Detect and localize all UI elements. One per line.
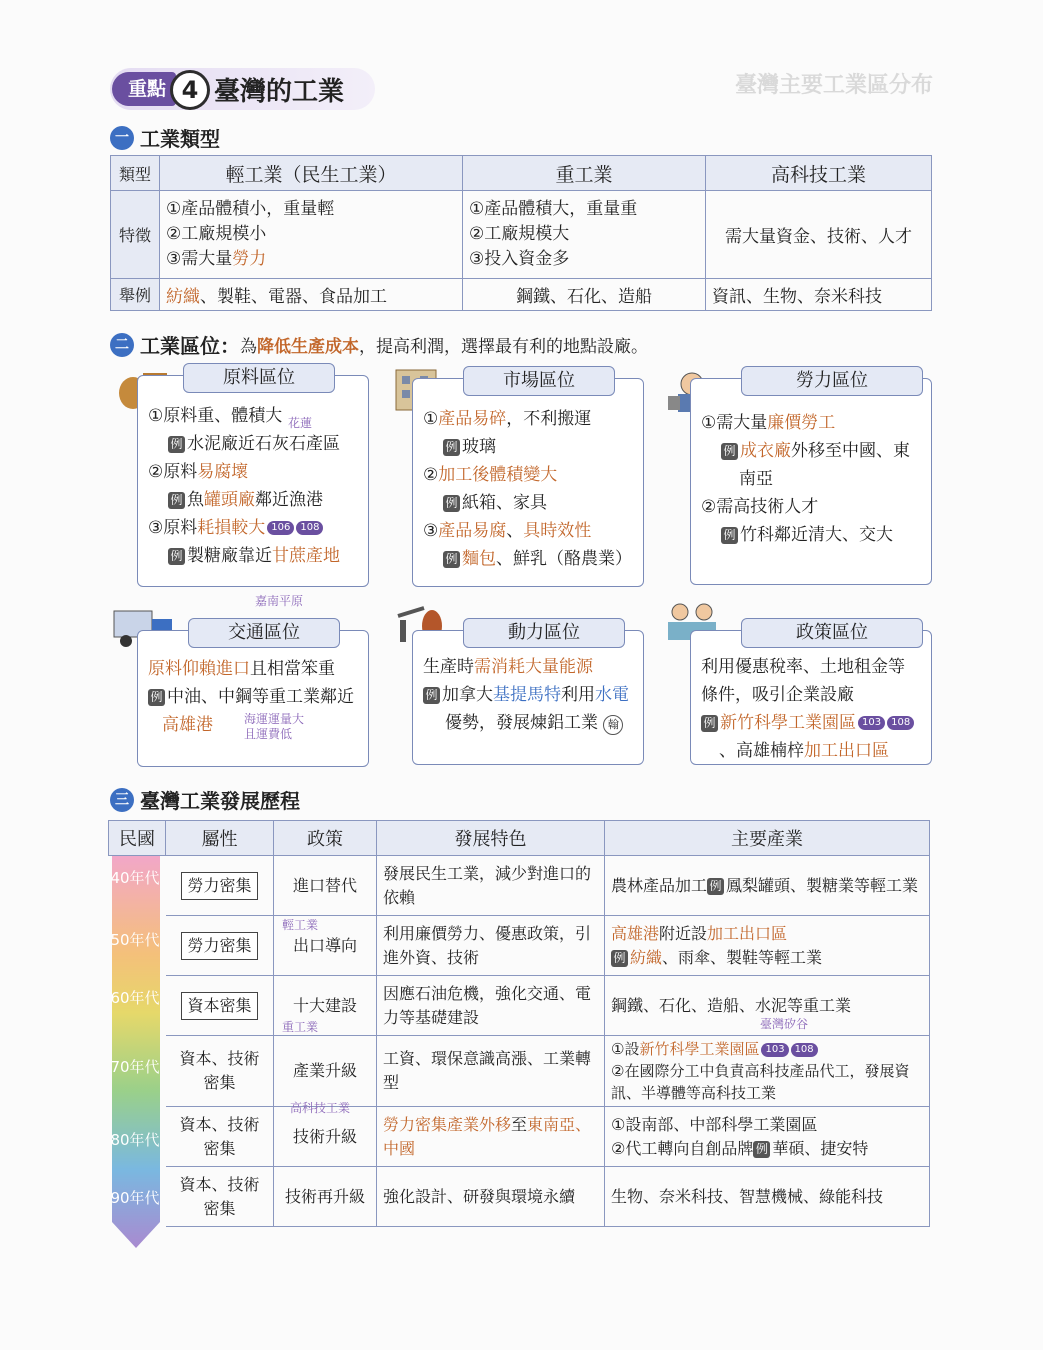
row-examples-label: 舉例: [111, 279, 160, 311]
col-feature: 發展特色: [377, 821, 605, 856]
heavy-features: [463, 191, 706, 279]
light-examples: 紡織、製鞋、電器、食品加工: [160, 279, 463, 311]
col-heavy: 重工業: [463, 156, 706, 191]
ghost-heading: 臺灣主要工業區分布: [734, 73, 933, 98]
labor-highlight: 勞力: [232, 249, 267, 269]
section-1-title: 工業類型: [140, 127, 220, 151]
section-1-number: 一: [110, 126, 134, 150]
row-70s: 資本、技術密集 產業升級 工資、環保意識高漲、工業轉型 ①設新竹科學工業園區 103 108 ②在國際分工中負責高科技產品代工，發展資訊、半導體等高科技工業: [109, 1036, 930, 1107]
col-light: 輕工業（民生工業）: [160, 156, 463, 191]
col-attr: 屬性: [166, 821, 274, 856]
transport-body: 原料仰賴進口且相當笨重 例 中油、中鋼等重工業鄰近 高雄港: [148, 659, 354, 735]
row-50s: 勞力密集 出口導向 利用廉價勞力、優惠政策，引進外資、技術 高雄港附近設加工出口區 例 紡織、雨傘、製鞋等輕工業: [109, 916, 930, 976]
section-3-heading: [110, 785, 300, 814]
row-80s: 資本、技術密集 技術升級 勞力密集產業外移至東南亞、中國 ①設南部、中部科學工業園區 ②代工轉向自創品牌 例 華碩、捷安特: [109, 1107, 930, 1167]
raw-material-box: [137, 367, 369, 587]
tech-features: 需大量資金、技術、人才: [706, 191, 932, 279]
col-industry: 主要產業: [605, 821, 930, 856]
market-title: 市場區位: [463, 366, 615, 396]
era-40s: 40年代: [110, 869, 160, 887]
col-tech: 高科技工業: [706, 156, 932, 191]
policy-title: 政策區位: [741, 618, 923, 648]
era-50s: 50年代: [110, 931, 160, 949]
example-icon: 例: [168, 436, 185, 453]
title-tag: 重點: [112, 72, 176, 106]
era-60s: 60年代: [110, 989, 160, 1007]
section-3-title: 臺灣工業發展歷程: [140, 789, 300, 813]
section-2-number: 二: [110, 333, 134, 357]
labor-box: [690, 370, 932, 585]
era-90s: 90年代: [110, 1189, 160, 1207]
section-1-heading: [110, 123, 220, 152]
power-title: 動力區位: [463, 618, 625, 648]
tech-examples: 資訊、生物、奈米科技: [706, 279, 932, 311]
power-box: [412, 622, 644, 765]
col-policy: 政策: [274, 821, 377, 856]
section-2-desc: 為降低生產成本，提高利潤，選擇最有利的地點設廠。: [240, 337, 648, 357]
heavy-feature-3: ③投入資金多: [469, 249, 570, 269]
market-body: ①產品易碎，不利搬運 例 玻璃 ②加工後體積變大 例 紙箱、家具 ③產品易腐、具時效性 例 麵包、鮮乳（酪農業）: [423, 409, 632, 569]
light-features: [160, 191, 463, 279]
section-2-title: 工業區位：: [140, 334, 240, 358]
note-tech-industry: 高科技工業: [290, 1101, 351, 1115]
note-port: 海運運量大 且運費低: [244, 712, 305, 741]
era-70s: 70年代: [110, 1058, 160, 1076]
note-light-industry: 輕工業: [282, 918, 319, 932]
industry-types-table: [110, 155, 932, 311]
note-silicon-valley: 臺灣矽谷: [760, 1017, 809, 1031]
raw-material-body: ①原料重、體積大 例 水泥廠近石灰石產區 ②原料易腐壞 例 魚罐頭廠鄰近漁港 ③原料耗損較大 106 108 例 製糖廠靠近甘蔗產地: [148, 406, 340, 566]
raw-material-title: 原料區位: [183, 363, 335, 393]
row-90s: 資本、技術密集 技術再升級 強化設計、研發與環境永續 生物、奈米科技、智慧機械、綠能科技: [109, 1167, 930, 1227]
corner-cell: 類型: [111, 156, 160, 191]
light-feature-2: ②工廠規模小: [166, 224, 267, 244]
note-hualien: 花蓮: [288, 416, 313, 430]
section-3-number: 三: [110, 788, 134, 812]
note-heavy-industry: 重工業: [282, 1020, 319, 1034]
power-body: 生產時需消耗大量能源 例 加拿大基提馬特利用水電 優勢，發展煉鋁工業 翰: [423, 657, 629, 733]
section-2-heading: [110, 330, 648, 359]
light-feature-1: ①產品體積小，重量輕: [166, 199, 335, 219]
translation-mark: 翰: [603, 715, 623, 735]
col-era: 民國: [109, 821, 166, 856]
policy-body: 利用優惠稅率、土地租金等 條件，吸引企業設廠 例 新竹科學工業園區 103 108 、高雄楠梓加工出口區: [701, 653, 925, 765]
heavy-feature-2: ②工廠規模大: [469, 224, 570, 244]
row-features-label: 特徵: [111, 191, 160, 279]
textile-highlight: 紡織: [166, 287, 200, 307]
page-title: 臺灣的工業: [214, 77, 345, 107]
row-40s: 勞力密集 進口替代 發展民生工業，減少對進口的依賴 農林產品加工 例 鳳梨罐頭、製糖業等輕工業: [109, 856, 930, 916]
note-chianan: 嘉南平原: [255, 594, 304, 608]
policy-box: [690, 622, 932, 765]
labor-title: 勞力區位: [741, 366, 923, 396]
title-number: 4: [170, 70, 210, 110]
heavy-examples: 鋼鐵、石化、造船: [463, 279, 706, 311]
transport-title: 交通區位: [188, 618, 340, 648]
row-60s: 資本密集 十大建設 因應石油危機，強化交通、電力等基礎建設 鋼鐵、石化、造船、水泥等重工業: [109, 976, 930, 1036]
era-80s: 80年代: [110, 1131, 160, 1149]
market-box: [412, 370, 644, 587]
light-feature-3: ③需大量勞力: [166, 249, 267, 269]
labor-body: ①需大量廉價勞工 例 成衣廠外移至中國、東 南亞 ②需高技術人才 例 竹科鄰近清大、交大: [701, 413, 910, 545]
heavy-feature-1: ①產品體積大，重量重: [469, 199, 638, 219]
transport-box: [137, 622, 369, 767]
